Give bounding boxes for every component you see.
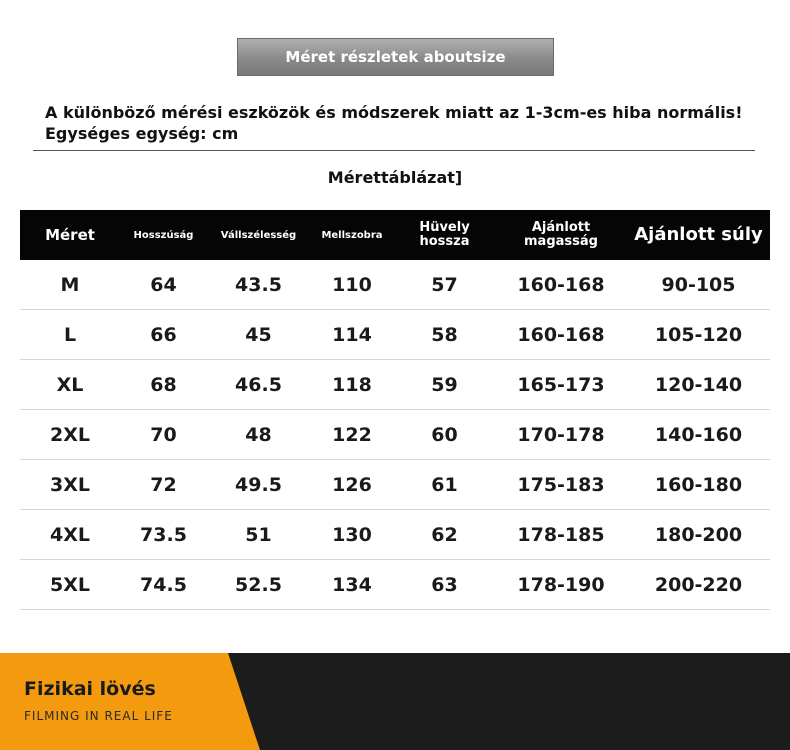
header-sleeve-length: Hüvely hossza	[419, 219, 470, 249]
cell-size: 4XL	[50, 523, 90, 546]
cell-recommended-weight: 120-140	[654, 373, 743, 396]
table-row	[20, 310, 770, 360]
table-row	[20, 510, 770, 560]
cell-recommended-height: 165-173	[517, 373, 605, 396]
footer-subtitle: FILMING IN REAL LIFE	[24, 709, 173, 723]
cell-length: 73.5	[140, 523, 187, 546]
cell-length: 68	[150, 373, 177, 396]
cell-bust: 114	[332, 323, 372, 346]
cell-shoulder-width: 46.5	[235, 373, 282, 396]
header-bust: Mellszobra	[321, 229, 383, 241]
header-length: Hosszúság	[133, 229, 194, 241]
header-shoulder-width: Vállszélesség	[220, 229, 297, 241]
cell-shoulder-width: 52.5	[235, 573, 282, 596]
cell-shoulder-width: 45	[245, 323, 272, 346]
table-title: Mérettáblázat]	[327, 168, 463, 187]
cell-recommended-weight: 140-160	[654, 423, 743, 446]
footer-title: Fizikai lövés	[24, 678, 156, 700]
table-row	[20, 410, 770, 460]
notice-error-text: A különböző mérési eszközök és módszerek miatt az 1-3cm-es hiba normális!	[45, 103, 743, 122]
cell-size: XL	[56, 373, 84, 396]
cell-shoulder-width: 51	[245, 523, 272, 546]
cell-bust: 118	[332, 373, 372, 396]
cell-bust: 134	[332, 573, 372, 596]
cell-sleeve-length: 58	[431, 323, 458, 346]
cell-shoulder-width: 48	[245, 423, 272, 446]
table-row	[20, 360, 770, 410]
cell-length: 74.5	[140, 573, 187, 596]
cell-size: M	[60, 273, 80, 296]
footer-orange-shape	[0, 653, 790, 750]
cell-recommended-height: 178-190	[517, 573, 605, 596]
table-row	[20, 460, 770, 510]
cell-sleeve-length: 57	[431, 273, 458, 296]
cell-length: 72	[150, 473, 177, 496]
cell-length: 70	[150, 423, 177, 446]
cell-sleeve-length: 60	[431, 423, 458, 446]
cell-recommended-height: 160-168	[517, 323, 605, 346]
size-details-banner: Méret részletek aboutsize	[237, 38, 554, 76]
cell-bust: 130	[332, 523, 372, 546]
measurement-notice	[45, 102, 743, 144]
cell-shoulder-width: 43.5	[235, 273, 282, 296]
cell-sleeve-length: 61	[431, 473, 458, 496]
cell-shoulder-width: 49.5	[235, 473, 282, 496]
table-row	[20, 260, 770, 310]
cell-bust: 122	[332, 423, 372, 446]
size-table	[20, 210, 770, 610]
cell-recommended-height: 178-185	[517, 523, 605, 546]
table-header-row	[20, 210, 770, 260]
cell-recommended-height: 160-168	[517, 273, 605, 296]
cell-size: 3XL	[50, 473, 90, 496]
cell-sleeve-length: 59	[431, 373, 458, 396]
cell-recommended-weight: 180-200	[654, 523, 743, 546]
cell-recommended-height: 175-183	[517, 473, 605, 496]
cell-length: 66	[150, 323, 177, 346]
header-recommended-weight: Ajánlott súly	[634, 224, 763, 246]
header-size: Méret	[45, 225, 95, 244]
cell-sleeve-length: 63	[431, 573, 458, 596]
cell-size: L	[63, 323, 77, 346]
cell-size: 5XL	[50, 573, 90, 596]
cell-recommended-weight: 105-120	[654, 323, 743, 346]
cell-bust: 126	[332, 473, 372, 496]
cell-recommended-height: 170-178	[517, 423, 605, 446]
cell-recommended-weight: 200-220	[654, 573, 743, 596]
header-recommended-height: Ajánlott magasság	[524, 219, 598, 249]
cell-length: 64	[150, 273, 177, 296]
notice-unit-text: Egységes egység: cm	[45, 124, 239, 143]
table-row	[20, 560, 770, 610]
cell-recommended-weight: 160-180	[654, 473, 743, 496]
divider	[33, 150, 755, 151]
cell-bust: 110	[332, 273, 372, 296]
cell-sleeve-length: 62	[431, 523, 458, 546]
cell-size: 2XL	[50, 423, 90, 446]
footer-strip	[0, 653, 790, 750]
cell-recommended-weight: 90-105	[661, 273, 736, 296]
table-body	[20, 260, 770, 610]
